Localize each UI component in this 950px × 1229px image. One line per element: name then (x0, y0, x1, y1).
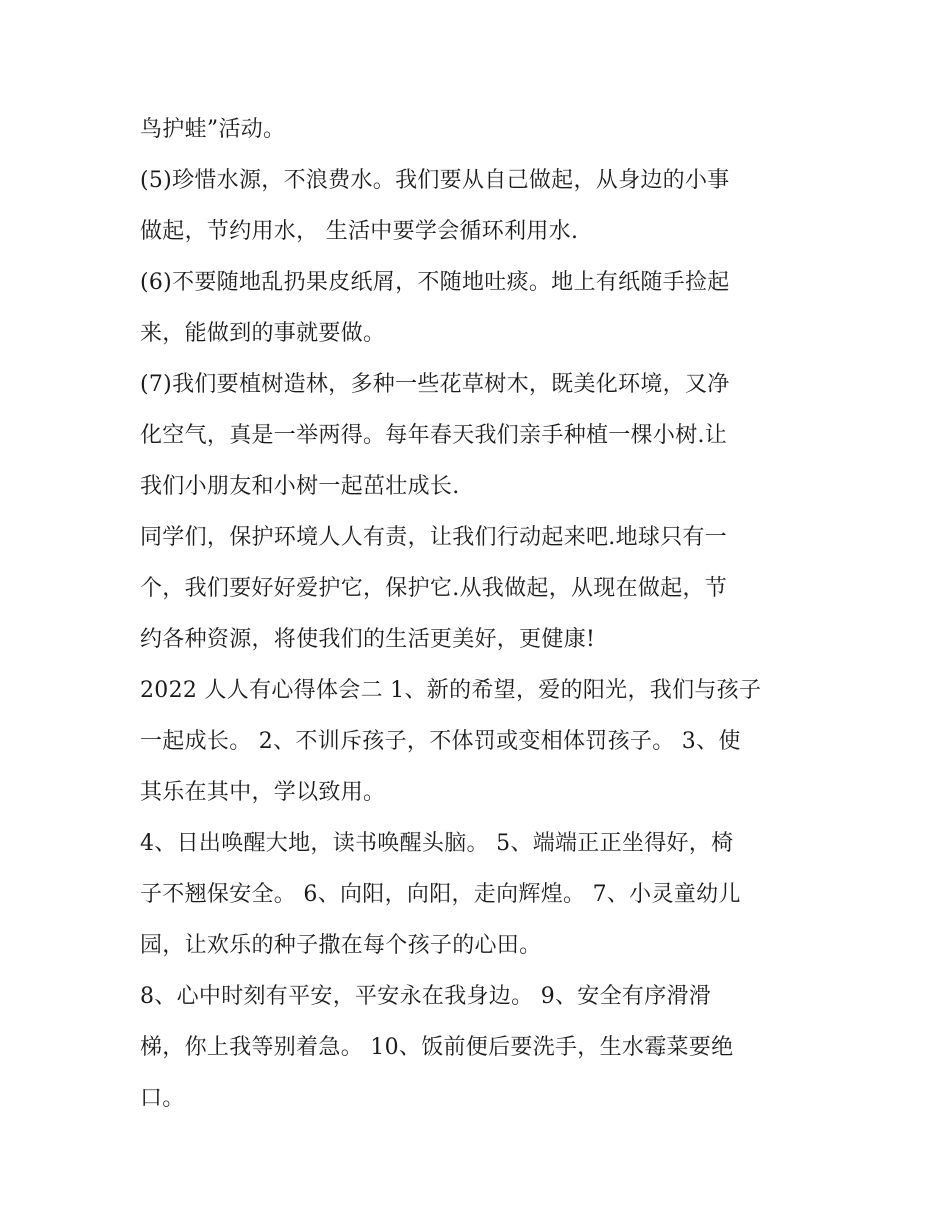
text-line: (7)我们要植树造林，多种一些花草树木，既美化环境，又净 (140, 372, 730, 397)
text-line: 做起，节约用水， 生活中要学会循环利用水. (140, 219, 579, 244)
text-line: 其乐在其中，学以致用。 (140, 780, 386, 805)
text-line: 梯，你上我等别着急。 10、饭前便后要洗手，生水霉菜要绝 (140, 1035, 734, 1060)
text-line: 化空气，真是一举两得。每年春天我们亲手种植一棵小树.让 (140, 423, 728, 448)
text-line: 口。 (140, 1086, 185, 1111)
text-line: 8、心中时刻有平安，平安永在我身边。 9、安全有序滑滑 (140, 984, 712, 1009)
text-line: 鸟护蛙”活动。 (140, 117, 286, 142)
document-body (140, 104, 810, 1124)
text-line: (6)不要随地乱扔果皮纸屑，不随地吐痰。地上有纸随手捡起 (140, 270, 730, 295)
text-line: 园，让欢乐的种子撒在每个孩子的心田。 (140, 933, 542, 958)
text-line: 子不翘保安全。 6、向阳，向阳，走向辉煌。 7、小灵童幼儿 (140, 882, 741, 907)
text-line: 一起成长。 2、不训斥孩子，不体罚或变相体罚孩子。 3、使 (140, 729, 741, 754)
text-line: 2022 人人有心得体会二 1、新的希望，爱的阳光，我们与孩子 (140, 678, 762, 703)
text-line: 4、日出唤醒大地，读书唤醒头脑。 5、端端正正坐得好，椅 (140, 831, 734, 856)
text-line: 同学们，保护环境人人有责，让我们行动起来吧.地球只有一 (140, 525, 728, 550)
text-line: 我们小朋友和小树一起茁壮成长. (140, 474, 460, 499)
text-line: 个，我们要好好爱护它，保护它.从我做起，从现在做起，节 (140, 576, 728, 601)
text-line: 约各种资源，将使我们的生活更美好，更健康! (140, 627, 596, 652)
text-line: 来，能做到的事就要做。 (140, 321, 386, 346)
text-line: (5)珍惜水源，不浪费水。我们要从自己做起，从身边的小事 (140, 168, 730, 193)
